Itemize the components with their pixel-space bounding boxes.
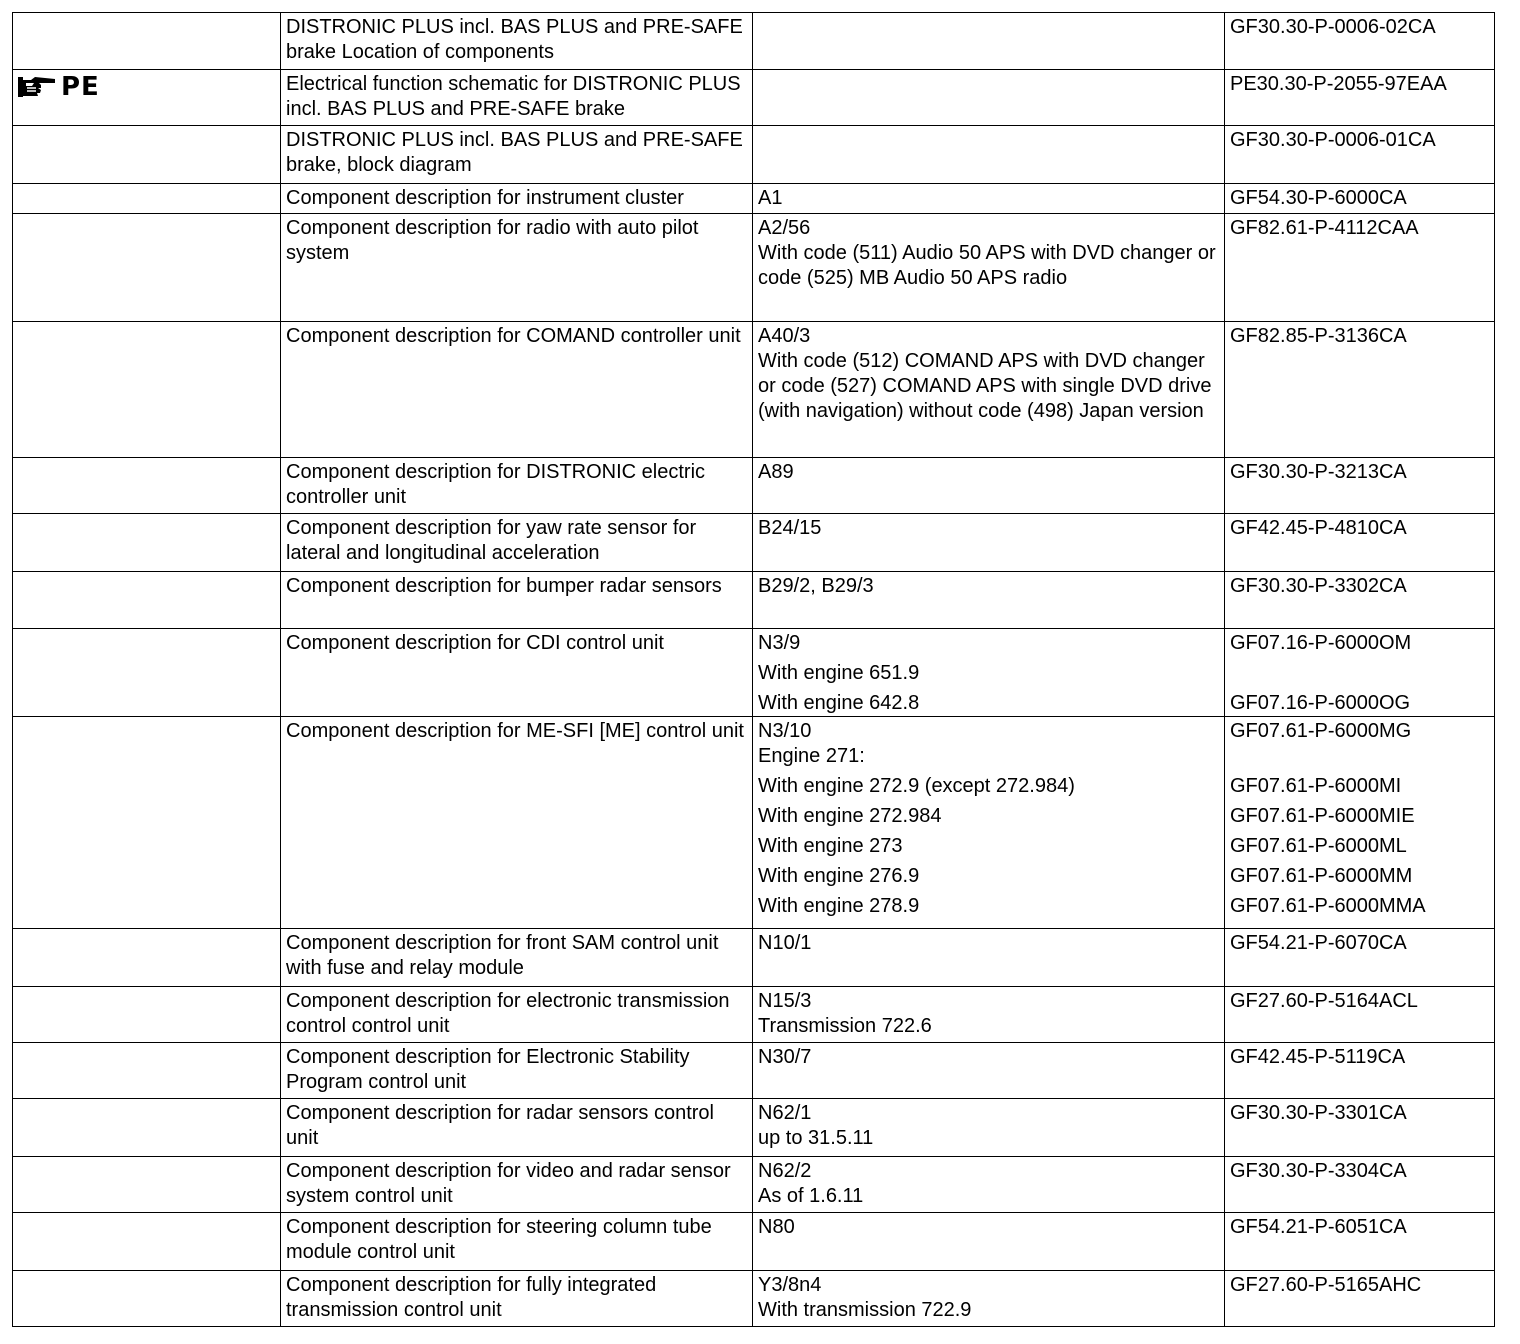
description-text: Component description for radio with auto pilot system (286, 217, 699, 264)
component-cell (753, 184, 1225, 214)
document-link[interactable] (1230, 744, 1489, 769)
marker-cell (13, 1043, 281, 1099)
description-cell (281, 1213, 753, 1271)
document-link[interactable]: GF42.45-P-5119CA (1230, 1046, 1406, 1068)
component-code: N3/9 (758, 632, 801, 654)
description-cell (281, 70, 753, 126)
table-row (13, 1157, 1495, 1213)
description-cell (281, 458, 753, 514)
description-cell (281, 1099, 753, 1157)
table-row (13, 1099, 1495, 1157)
component-cell (753, 629, 1225, 717)
table-row (13, 1213, 1495, 1271)
description-cell (281, 1157, 753, 1213)
document-link[interactable]: GF42.45-P-4810CA (1230, 517, 1407, 539)
document-link[interactable]: GF30.30-P-3304CA (1230, 1160, 1407, 1182)
marker-cell (13, 70, 281, 126)
document-link[interactable]: GF07.61-P-6000MG (1230, 720, 1412, 742)
component-cell (753, 717, 1225, 929)
document-cell (1225, 987, 1495, 1043)
document-link[interactable]: GF54.21-P-6070CA (1230, 932, 1407, 954)
document-link[interactable] (1230, 661, 1489, 686)
document-cell (1225, 184, 1495, 214)
document-cell (1225, 572, 1495, 629)
component-cell (753, 126, 1225, 184)
document-cell (1225, 1157, 1495, 1213)
component-condition: With code (512) COMAND APS with DVD changer or code (527) COMAND APS with single DVD drive (with navigation) without code (498) Japan version (758, 350, 1212, 422)
table-row (13, 1043, 1495, 1099)
description-text: Component description for COMAND controller unit (286, 325, 741, 347)
document-cell (1225, 1099, 1495, 1157)
description-text: Component description for electronic transmission control control unit (286, 990, 730, 1037)
component-code: N15/3 (758, 990, 812, 1012)
description-text: Component description for instrument cluster (286, 187, 684, 209)
component-condition: With engine 651.9 (758, 662, 920, 684)
document-link[interactable]: GF30.30-P-0006-02CA (1230, 16, 1436, 38)
marker-label: PE (61, 72, 100, 102)
component-code: B29/2, B29/3 (758, 575, 874, 597)
marker-cell (13, 572, 281, 629)
marker-cell (13, 1157, 281, 1213)
marker-cell (13, 717, 281, 929)
document-cell (1225, 70, 1495, 126)
document-cell (1225, 1271, 1495, 1327)
component-code: A2/56 (758, 217, 811, 239)
document-link[interactable]: GF27.60-P-5165AHC (1230, 1274, 1422, 1296)
component-cell (753, 1157, 1225, 1213)
description-cell (281, 987, 753, 1043)
component-condition: up to 31.5.11 (758, 1127, 874, 1149)
marker-cell (13, 13, 281, 70)
document-link[interactable]: GF07.61-P-6000ML (1230, 835, 1407, 857)
component-code: N10/1 (758, 932, 812, 954)
document-link[interactable]: GF07.61-P-6000MM (1230, 865, 1413, 887)
table-row (13, 629, 1495, 717)
component-cell (753, 1099, 1225, 1157)
marker-cell (13, 126, 281, 184)
description-text: Component description for video and radar sensor system control unit (286, 1160, 731, 1207)
component-code: A89 (758, 461, 794, 483)
component-condition: With engine 272.9 (except 272.984) (758, 775, 1075, 797)
document-link[interactable]: GF07.16-P-6000OM (1230, 632, 1412, 654)
description-cell (281, 214, 753, 322)
pointing-hand-icon (17, 76, 57, 98)
description-text: DISTRONIC PLUS incl. BAS PLUS and PRE-SAFE brake, block diagram (286, 129, 743, 176)
component-code: N80 (758, 1216, 795, 1238)
description-text: Component description for bumper radar sensors (286, 575, 722, 597)
document-link[interactable]: GF27.60-P-5164ACL (1230, 990, 1418, 1012)
document-cell (1225, 458, 1495, 514)
component-cell (753, 987, 1225, 1043)
description-cell (281, 514, 753, 572)
document-cell (1225, 13, 1495, 70)
table-row (13, 184, 1495, 214)
component-code: B24/15 (758, 517, 822, 539)
table-row (13, 13, 1495, 70)
document-link[interactable]: GF30.30-P-0006-01CA (1230, 129, 1436, 151)
marker-cell (13, 629, 281, 717)
document-cell (1225, 1213, 1495, 1271)
description-text: Component description for Electronic Stability Program control unit (286, 1046, 690, 1093)
description-text: Component description for radar sensors control unit (286, 1102, 714, 1149)
document-link[interactable]: GF07.61-P-6000MIE (1230, 805, 1415, 827)
document-link[interactable]: GF30.30-P-3301CA (1230, 1102, 1407, 1124)
document-link[interactable]: GF82.61-P-4112CAA (1230, 217, 1419, 239)
document-cell (1225, 929, 1495, 987)
component-condition: With engine 276.9 (758, 865, 920, 887)
marker-cell (13, 322, 281, 458)
component-cell (753, 214, 1225, 322)
component-cell (753, 1271, 1225, 1327)
table-row (13, 929, 1495, 987)
marker-cell (13, 1099, 281, 1157)
document-cell (1225, 629, 1495, 717)
description-text: Component description for ME-SFI [ME] control unit (286, 720, 744, 742)
description-cell (281, 629, 753, 717)
description-text: Component description for DISTRONIC electric controller unit (286, 461, 706, 508)
marker-cell (13, 214, 281, 322)
component-cell (753, 1043, 1225, 1099)
document-link[interactable]: GF54.21-P-6051CA (1230, 1216, 1407, 1238)
description-cell (281, 322, 753, 458)
document-link[interactable]: GF07.16-P-6000OG (1230, 692, 1411, 714)
component-condition: As of 1.6.11 (758, 1185, 864, 1207)
document-link[interactable]: GF30.30-P-3302CA (1230, 575, 1407, 597)
description-cell (281, 184, 753, 214)
description-text: Component description for yaw rate sensor for lateral and longitudinal acceleration (286, 517, 697, 564)
component-cell (753, 13, 1225, 70)
document-cell (1225, 322, 1495, 458)
description-cell (281, 929, 753, 987)
component-condition: With code (511) Audio 50 APS with DVD changer or code (525) MB Audio 50 APS radio (758, 242, 1216, 289)
document-link[interactable]: GF82.85-P-3136CA (1230, 325, 1407, 347)
document-link[interactable]: PE30.30-P-2055-97EAA (1230, 73, 1447, 95)
description-text: Electrical function schematic for DISTRONIC PLUS incl. BAS PLUS and PRE-SAFE brake (286, 73, 741, 120)
document-link[interactable]: GF07.61-P-6000MI (1230, 775, 1402, 797)
component-code: N3/10 (758, 720, 812, 742)
component-cell (753, 70, 1225, 126)
component-code: A40/3 (758, 325, 811, 347)
marker-cell (13, 458, 281, 514)
description-text: Component description for CDI control unit (286, 632, 664, 654)
description-cell (281, 13, 753, 70)
component-condition: With engine 642.8 (758, 692, 920, 714)
table-row (13, 322, 1495, 458)
description-cell (281, 1043, 753, 1099)
document-cell (1225, 717, 1495, 929)
component-cell (753, 1213, 1225, 1271)
description-cell (281, 572, 753, 629)
description-text: Component description for steering column tube module control unit (286, 1216, 712, 1263)
description-cell (281, 1271, 753, 1327)
pe-marker[interactable] (17, 74, 275, 100)
component-code: N62/1 (758, 1102, 812, 1124)
table-row (13, 987, 1495, 1043)
component-cell (753, 322, 1225, 458)
document-cell (1225, 514, 1495, 572)
component-code: N62/2 (758, 1160, 812, 1182)
table-row (13, 458, 1495, 514)
document-cell (1225, 214, 1495, 322)
document-link[interactable]: GF54.30-P-6000CA (1230, 187, 1407, 209)
description-text: Component description for fully integrated transmission control unit (286, 1274, 657, 1321)
marker-cell (13, 184, 281, 214)
document-link[interactable]: GF07.61-P-6000MMA (1230, 895, 1426, 917)
marker-cell (13, 514, 281, 572)
description-text: DISTRONIC PLUS incl. BAS PLUS and PRE-SAFE brake Location of components (286, 16, 743, 63)
table-row (13, 717, 1495, 929)
document-link[interactable]: GF30.30-P-3213CA (1230, 461, 1407, 483)
marker-cell (13, 1213, 281, 1271)
table-row (13, 514, 1495, 572)
component-condition: With engine 273 (758, 835, 903, 857)
description-text: Component description for front SAM control unit with fuse and relay module (286, 932, 719, 979)
marker-cell (13, 1271, 281, 1327)
component-condition: With transmission 722.9 (758, 1299, 972, 1321)
component-code: N30/7 (758, 1046, 812, 1068)
component-cell (753, 514, 1225, 572)
component-condition: With engine 278.9 (758, 895, 920, 917)
description-cell (281, 126, 753, 184)
component-cell (753, 572, 1225, 629)
component-reference-table (12, 12, 1495, 1327)
document-cell (1225, 1043, 1495, 1099)
marker-cell (13, 929, 281, 987)
component-code: A1 (758, 187, 783, 209)
component-condition: With engine 272.984 (758, 805, 942, 827)
component-condition: Transmission 722.6 (758, 1015, 932, 1037)
table-row (13, 70, 1495, 126)
table-row (13, 214, 1495, 322)
table-row (13, 1271, 1495, 1327)
component-code: Y3/8n4 (758, 1274, 822, 1296)
component-condition: Engine 271: (758, 745, 865, 767)
table-row (13, 126, 1495, 184)
document-cell (1225, 126, 1495, 184)
description-cell (281, 717, 753, 929)
component-cell (753, 458, 1225, 514)
component-cell (753, 929, 1225, 987)
marker-cell (13, 987, 281, 1043)
table-row (13, 572, 1495, 629)
